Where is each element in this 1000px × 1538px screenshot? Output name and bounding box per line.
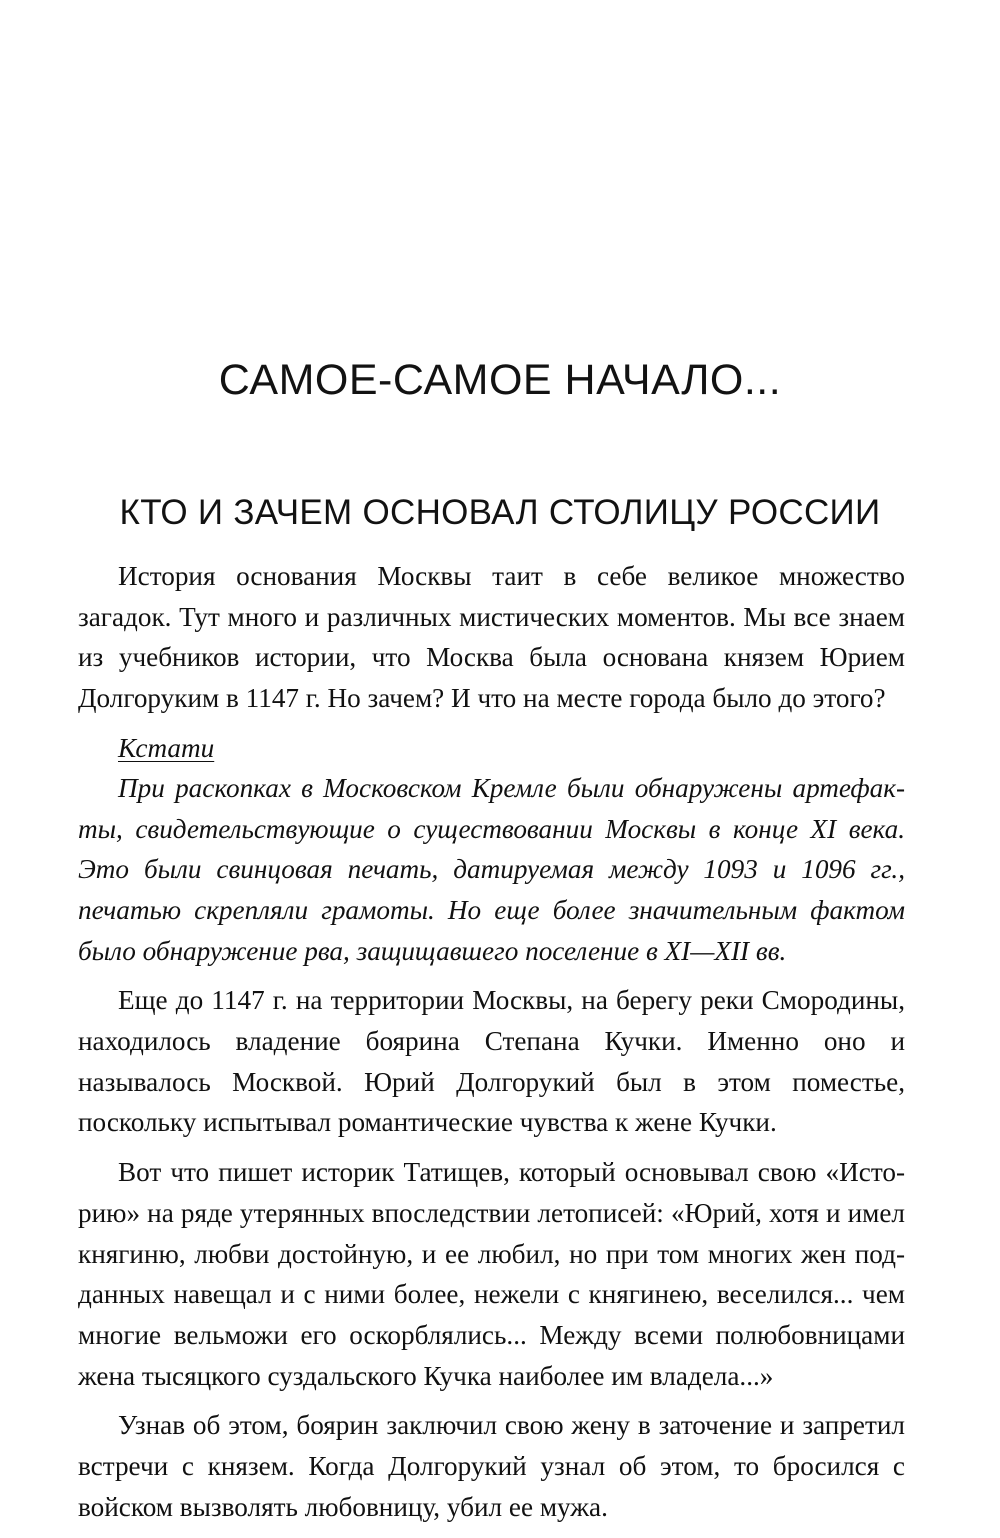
paragraph-tatishchev-quote: Вот что пишет историк Татищев, который основывал свою «Историю» на ряде утерянных впоследствии летописей: «Юрий, хотя и имел княгиню, любви достойную, и ее любил, но при том многих жен подданных навещал и с ними более, нежели с княгинею, веселился... чем многие вельможи его оскорблялись... Между всеми полюбовницами жена тысяцкого суздальского Кучка наиболее им владела...» <box>78 1157 905 1391</box>
note-heading: Кстати <box>118 732 215 763</box>
paragraph-outcome: Узнав об этом, боярин заключил свою жену в заточение и запретил встречи с князем. Когда Долгорукий узнал об этом, то бросился с войском вызволять любовницу, убил ее мужа. <box>78 1410 905 1522</box>
sidebar-note <box>78 728 905 972</box>
note-body: При раскопках в Московском Кремле были обнаружены артефакты, свидетельствующие о существовании Москвы в конце XI века. Это были свинцовая печать, датируемая между 1093 и 1096 гг., печатью скрепляли грамоты. Но еще более значительным фактом было обнаружение рва, защищавшего поселение в XI—XII вв. <box>78 772 905 966</box>
section-title: КТО И ЗАЧЕМ ОСНОВАЛ СТОЛИЦУ РОССИИ <box>119 493 881 532</box>
paragraph-intro: История основания Москвы таит в себе великое множество загадок. Тут много и различных мистических моментов. Мы все знаем из учебников истории, что Москва была основана князем Юрием Долгоруким в 1147 г. Но зачем? И что на месте города было до этого? <box>78 561 905 714</box>
paragraph-kuchka: Еще до 1147 г. на территории Москвы, на берегу реки Смородины, находилось владение боярина Степана Кучки. Именно оно и называлось Москвой. Юрий Долгорукий был в этом поместье, поскольку испытывал романтические чувства к жене Кучки. <box>78 985 905 1138</box>
chapter-title: САМОЕ-САМОЕ НАЧАЛО... <box>218 356 782 404</box>
body-text <box>78 556 905 1527</box>
